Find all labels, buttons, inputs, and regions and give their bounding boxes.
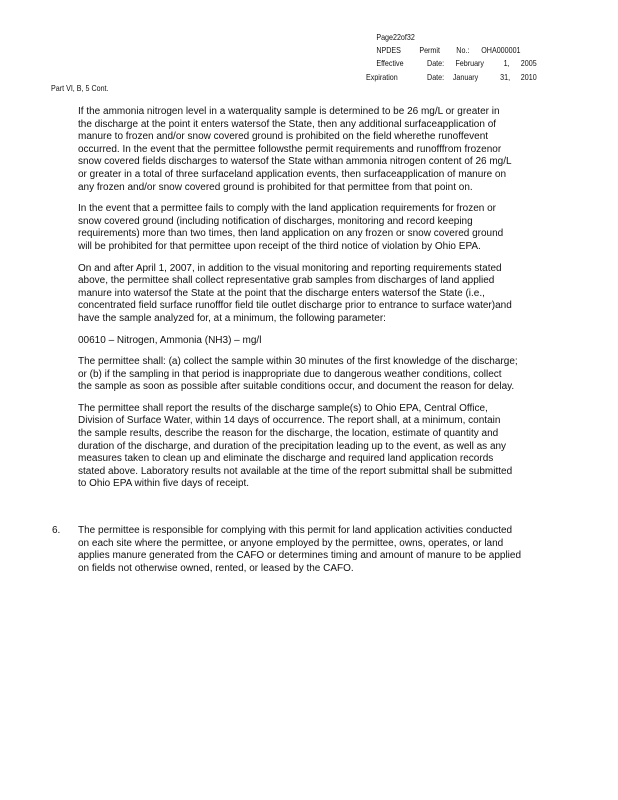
text-line: or (b) if the sampling in that period is inappropriate due to dangerous weather conditions, collect	[78, 368, 502, 380]
text-line: on each site where the permittee, or anyone employed by the permittee, owns, operates, or land	[78, 537, 504, 549]
text-line: requirements) more than two times, then land application on any frozen or snow covered ground	[78, 228, 504, 240]
text-line: above, the permittee shall collect representative grab samples from discharges of land applied	[78, 275, 495, 287]
text-line: or greater in a total of three surfaceland application events, then surfaceapplication of manure on	[78, 168, 507, 180]
text-line: have the sample analyzed for, at a minimum, the following parameter:	[78, 312, 386, 324]
text-line: the discharge at the point it enters watersof the State, then any additional surfaceapplication of	[78, 118, 497, 130]
effective-date-label: Date:	[427, 58, 445, 69]
page-number: Page22of32	[376, 32, 415, 42]
text-line: Division of Surface Water, within 14 days of occurrence. The report shall, at a minimum, contain	[78, 415, 501, 427]
permit-label-permit: Permit	[419, 45, 440, 56]
text-line: will be prohibited for that permittee upon receipt of the third notice of violation by Ohio EPA.	[78, 240, 481, 252]
paragraph-compliance-failure	[78, 203, 567, 253]
text-line: occurred. In the event that the permittee followsthe permit requirements and runofffrom frozenor	[78, 143, 502, 155]
paragraph-ammonia-level	[78, 106, 567, 194]
text-line: duration of the discharge, and duration of the precipitation leading up to the event, as well as any	[78, 440, 507, 452]
text-line: The permittee is responsible for complying with this permit for land application activities conducted	[78, 525, 513, 536]
text-line: measures taken to clean up and eliminate the discharge and required land application records	[78, 453, 494, 465]
permit-label-no: No.:	[456, 45, 470, 56]
expiration-date-label: Date:	[427, 71, 445, 82]
text-line: If the ammonia nitrogen level in a waterquality sample is determined to be 26 mg/L or greater in	[78, 106, 500, 117]
header-expiration-row	[366, 71, 538, 84]
header-permit-row	[366, 44, 538, 57]
text-line: The permittee shall report the results of the discharge sample(s) to Ohio EPA, Central Office,	[78, 402, 488, 414]
paragraph-report-results	[78, 403, 567, 491]
text-line: The permittee shall: (a) collect the sample within 30 minutes of the first knowledge of the discharge;	[78, 356, 518, 368]
expiration-year: 2010	[520, 71, 537, 82]
effective-day: 1,	[503, 58, 510, 69]
effective-year: 2005	[520, 58, 537, 69]
paragraph-sample-timing	[78, 356, 567, 394]
permit-label-npdes: NPDES	[376, 45, 401, 56]
text-line: applies manure generated from the CAFO or determines timing and amount of manure to be applied	[78, 550, 522, 562]
text-line: snow covered fields discharges to watersof the State withan ammonia nitrogen content of 26 mg/L	[78, 156, 512, 168]
permit-header	[366, 31, 538, 84]
text-line: snow covered ground (including notification of discharges, monitoring and record keeping	[78, 215, 473, 227]
effective-label: Effective	[376, 58, 404, 69]
list-item-text	[78, 525, 572, 575]
text-line: on fields not otherwise owned, rented, or leased by the CAFO.	[78, 562, 354, 574]
text-line: On and after April 1, 2007, in addition to the visual monitoring and reporting requirements stated	[78, 262, 502, 274]
text-line: manure into watersof the State at the point that the discharge enters watersof the State (i.e.,	[78, 287, 485, 299]
list-item-number: 6.	[52, 525, 61, 536]
part-reference: Part VI, B, 5 Cont.	[51, 83, 109, 93]
text-line: any frozen and/or snow covered ground is prohibited for that permittee from that point on.	[78, 181, 473, 193]
text-line: concentrated field surface runofffor field tile outlet discharge prior to entrance to surface water)and	[78, 300, 512, 312]
text-line: to Ohio EPA within five days of receipt.	[78, 478, 250, 490]
effective-month: February	[455, 58, 484, 69]
header-effective-row	[366, 57, 538, 70]
expiration-day: 31,	[500, 71, 511, 82]
text-line: 00610 – Nitrogen, Ammonia (NH3) – mg/l	[78, 334, 262, 346]
paragraph-grab-samples	[78, 263, 567, 326]
paragraph-parameter	[78, 335, 567, 348]
document-body	[78, 106, 567, 500]
expiration-month: January	[452, 71, 479, 82]
text-line: the sample results, describe the reason for the discharge, the location, estimate of quantity and	[78, 428, 499, 440]
text-line: stated above. Laboratory results not available at the time of the report submittal shall be submitted	[78, 465, 513, 477]
text-line: In the event that a permittee fails to comply with the land application requirements for frozen or	[78, 203, 496, 215]
expiration-label: Expiration	[366, 71, 398, 82]
header-page-row	[366, 31, 538, 44]
text-line: the sample as soon as possible after suitable conditions occur, and document the reason for delay.	[78, 381, 515, 393]
permit-number: OHA000001	[481, 45, 521, 56]
text-line: manure to frozen and/or snow covered ground is prohibited on the field wherethe runoffevent	[78, 131, 489, 143]
